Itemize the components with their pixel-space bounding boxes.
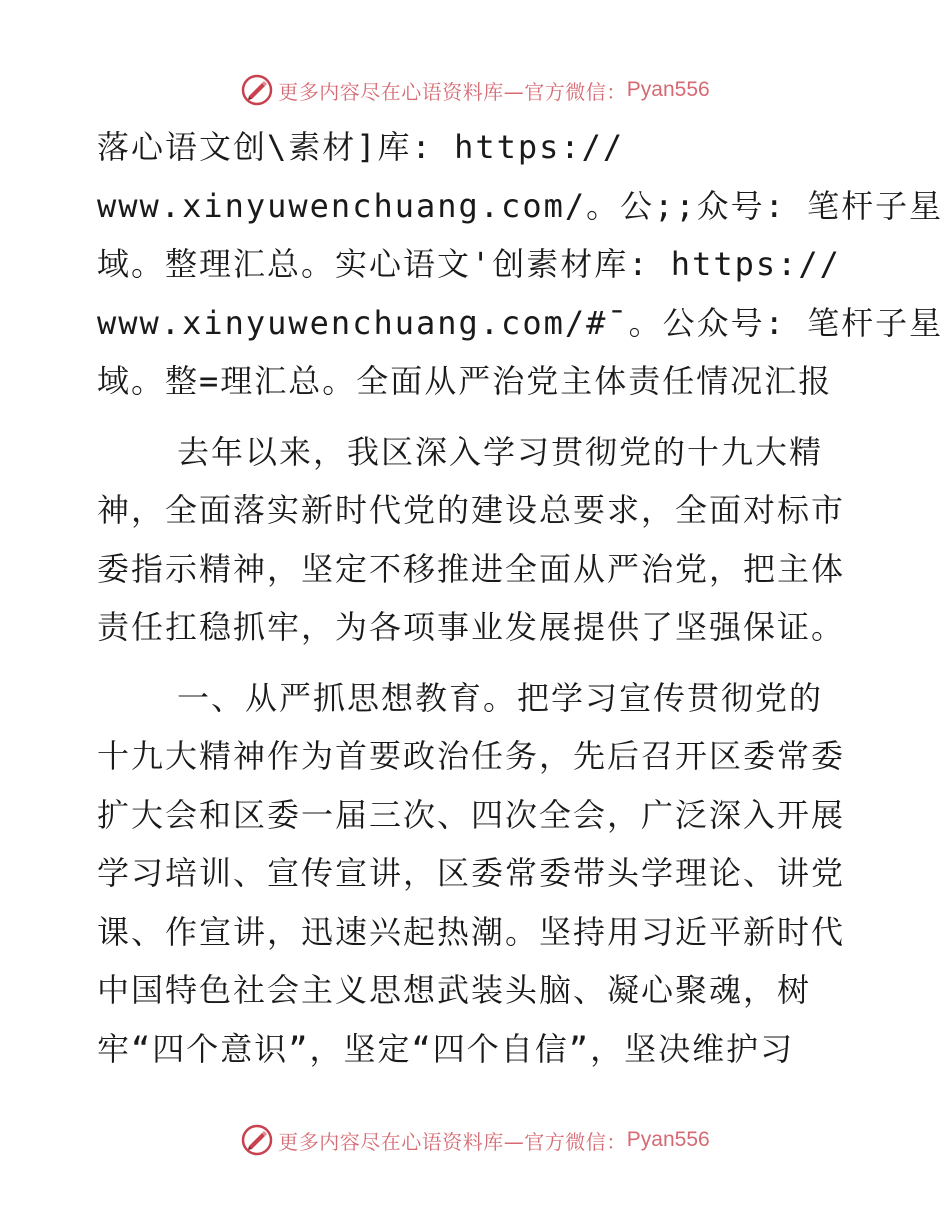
text-line: 学习培训、宣传宣讲，区委常委带头学理论、讲党 — [97, 854, 846, 892]
header-banner — [0, 70, 950, 110]
footer-wechat-id: Pyan556 — [626, 1128, 710, 1151]
text-line: 课、作宣讲，迅速兴起热潮。坚持用习近平新时代 — [97, 912, 846, 951]
footer-banner — [0, 1120, 950, 1160]
text-line: 委指示精神，坚定不移推进全面从严治党，把主体 — [97, 549, 846, 588]
text-line: 去年以来，我区深入学习贯彻党的十九大精 — [177, 432, 824, 471]
text-line: 落心语文创\素材]库: https:// — [97, 128, 625, 166]
pen-logo-icon — [240, 73, 274, 107]
text-line: 神，全面落实新时代党的建设总要求，全面对标市 — [97, 491, 846, 529]
header-banner-text: 更多内容尽在心语资料库—官方微信： — [278, 79, 627, 104]
text-line: 中国特色社会主义思想武装头脑、凝心聚魂，树 — [97, 971, 812, 1009]
text-line: 责任扛稳抓牢，为各项事业发展提供了坚强保证。 — [97, 608, 846, 646]
paragraph-overview — [97, 423, 857, 657]
header-wechat-id: Pyan556 — [626, 78, 710, 101]
document-body — [97, 118, 944, 1078]
footer-banner-text: 更多内容尽在心语资料库—官方微信： — [278, 1129, 627, 1154]
text-line: www.xinyuwenchuang.com/#¯。公众号: 笔杆子星 — [97, 303, 944, 342]
pen-logo-icon — [240, 1123, 274, 1157]
text-line: 域。整理汇总。实心语文'创素材库: https:// — [97, 245, 841, 283]
text-line: www.xinyuwenchuang.com/。公;;众号: 笔杆子星 — [97, 186, 944, 225]
text-line: 域。整=理汇总。全面从严治党主体责任情况汇报 — [97, 362, 833, 400]
paragraph-section-one — [97, 669, 857, 1079]
text-line: 一、从严抓思想教育。把学习宣传贯彻党的 — [177, 678, 824, 717]
paragraph-intro — [97, 118, 944, 411]
text-line: 十九大精神作为首要政治任务，先后召开区委常委 — [97, 737, 846, 775]
text-line: 牢“四个意识”，坚定“四个自信”，坚决维护习 — [97, 1029, 795, 1068]
text-line: 扩大会和区委一届三次、四次全会，广泛深入开展 — [97, 795, 846, 834]
